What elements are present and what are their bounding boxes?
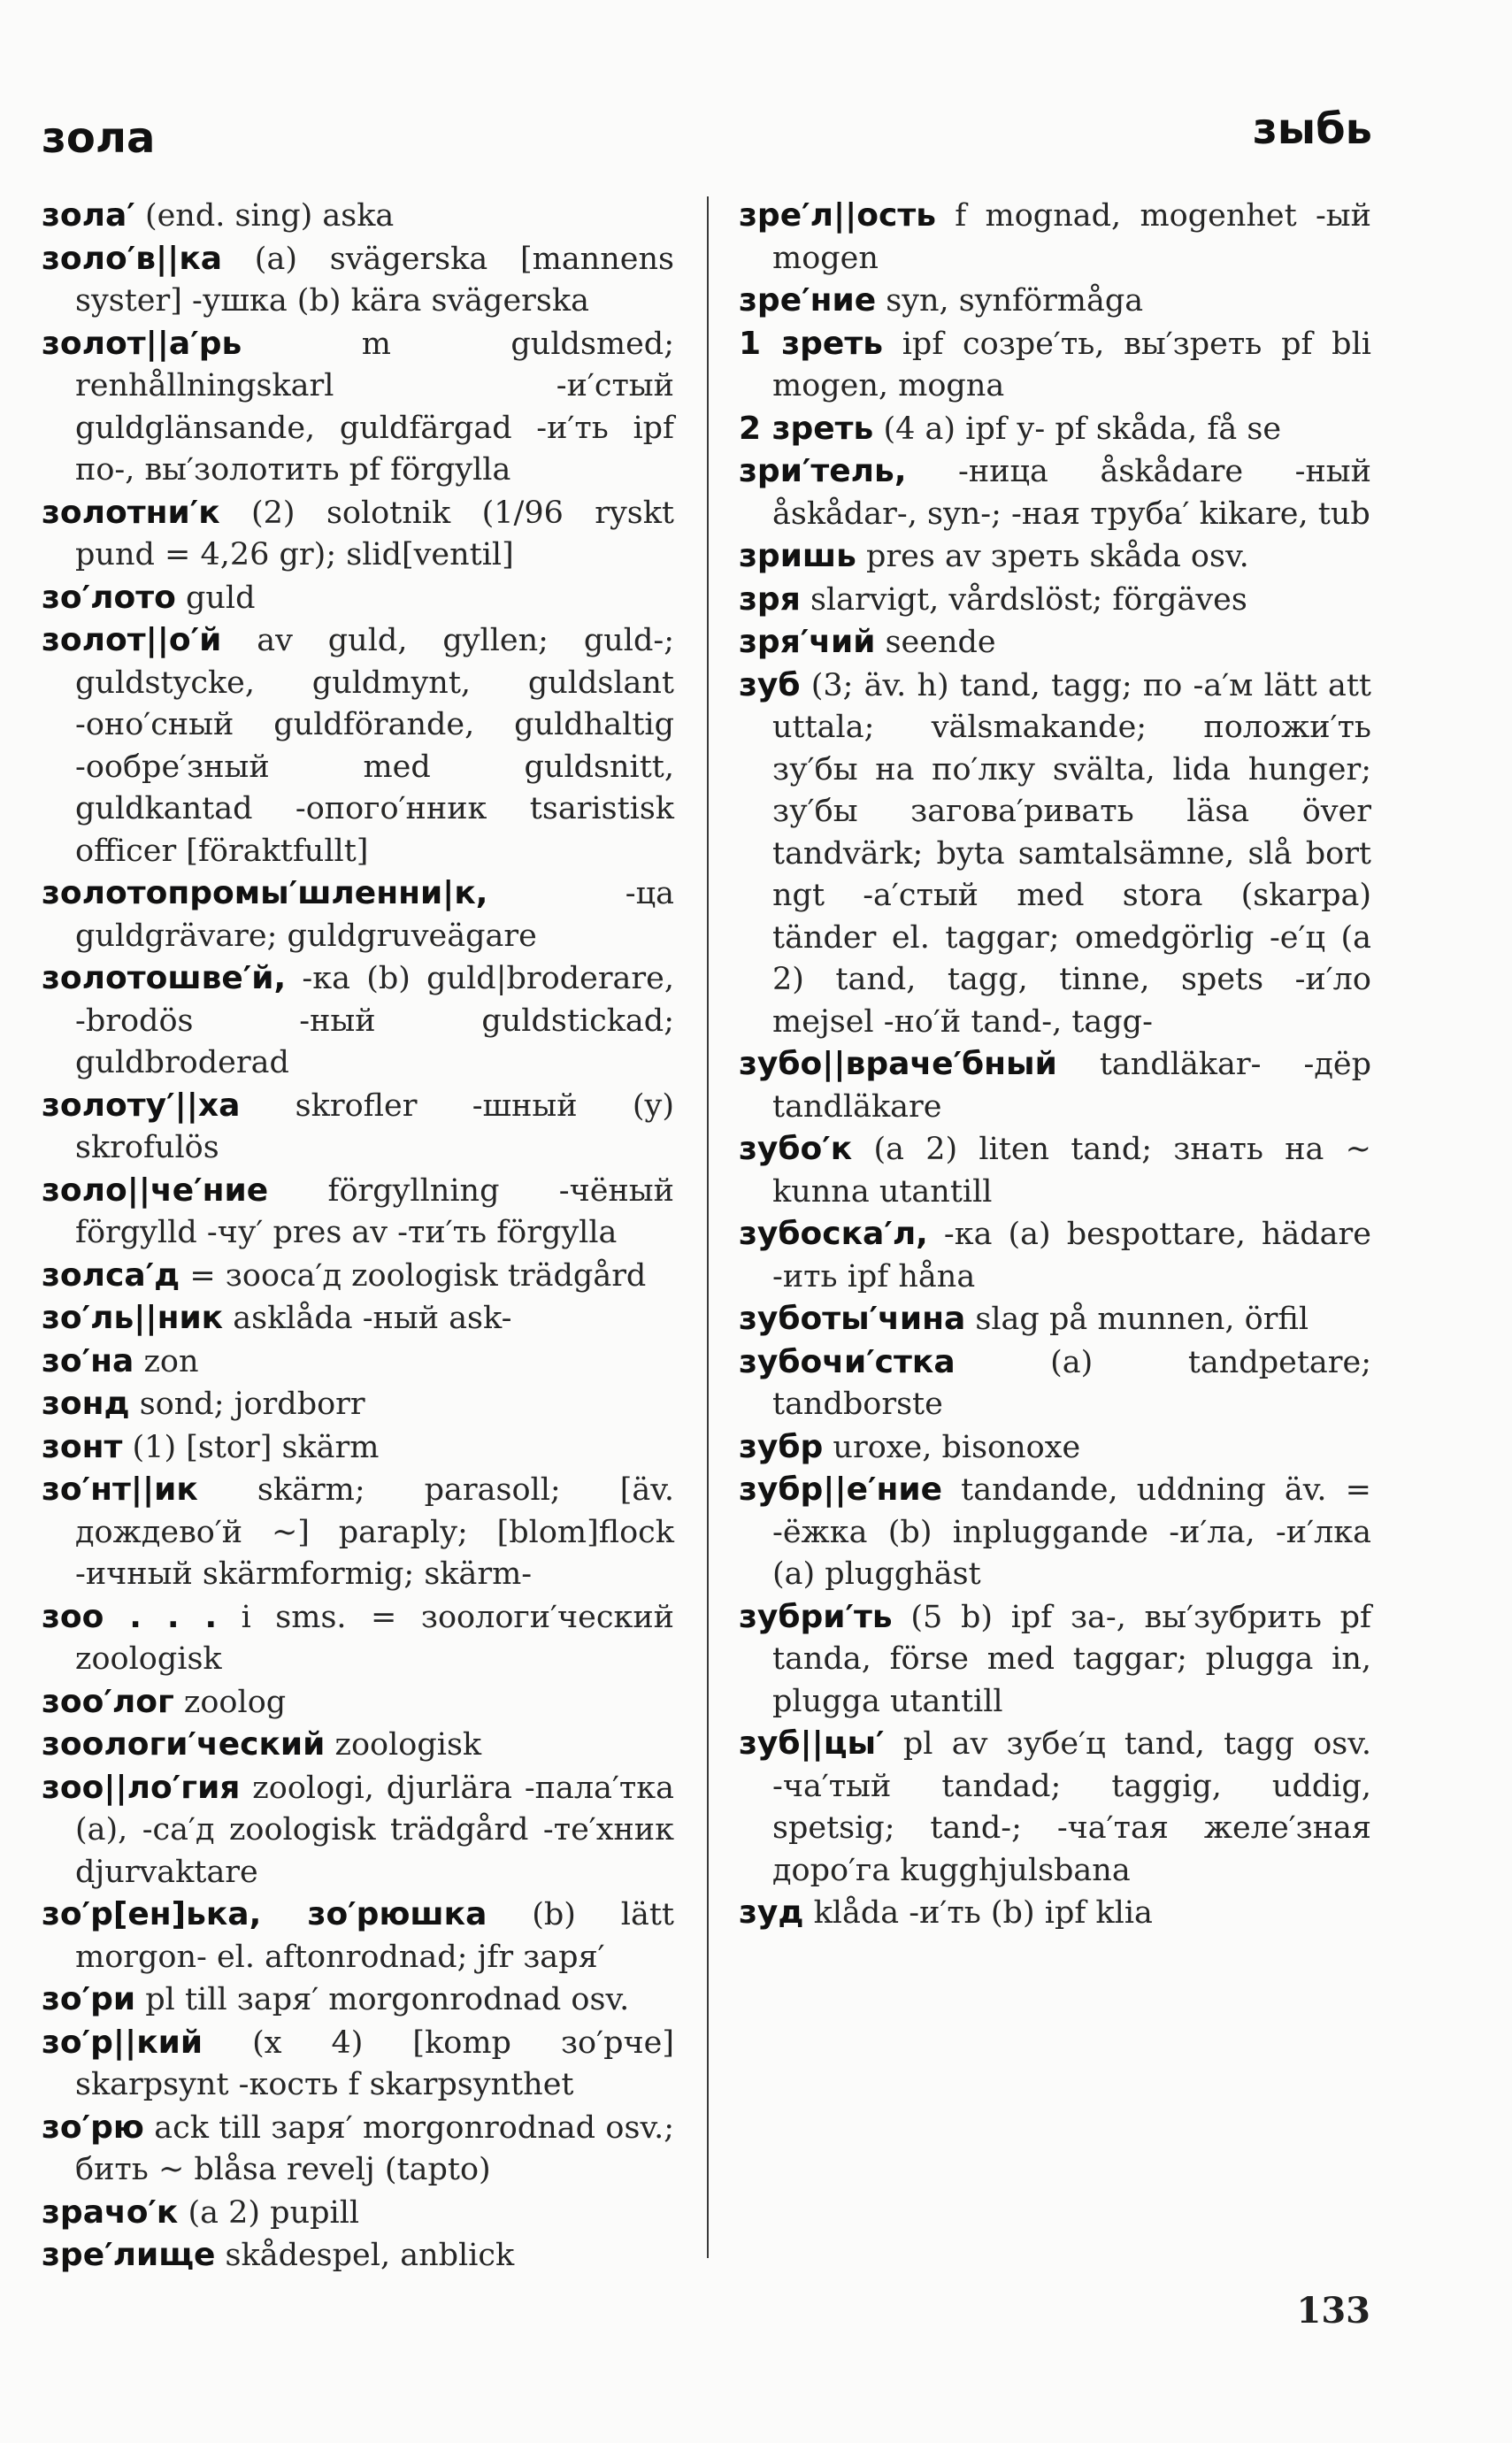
headword: зре′л||ость [739, 197, 936, 234]
dictionary-entry [739, 408, 1371, 451]
dictionary-entry [42, 195, 674, 238]
headword: золса′д [42, 1256, 180, 1294]
running-head-left: зола [42, 113, 156, 163]
dictionary-entry [42, 1469, 674, 1596]
entry-text: skrofler -шный (y) skrofulös [75, 1087, 674, 1165]
dictionary-entry [739, 1213, 1371, 1298]
dictionary-entry [739, 579, 1371, 622]
headword: 2 зреть [739, 410, 874, 447]
dictionary-entry [42, 1767, 674, 1894]
dictionary-entry [42, 1724, 674, 1767]
dictionary-entry [42, 2192, 674, 2235]
running-head-right: зыбь [1252, 104, 1372, 154]
entry-text: (5 b) ipf за-, вы′зубрить pf tanda, förse med taggar; plugga in, plugga utantill [772, 1599, 1371, 1719]
dictionary-entry [42, 957, 674, 1085]
headword: золоту′||ха [42, 1087, 241, 1124]
headword: зоо′лог [42, 1683, 174, 1720]
dictionary-entry [739, 1596, 1371, 1724]
dictionary-entry [42, 1170, 674, 1255]
entry-text: förgyllning -чёный förgylld -чу′ pres av -ти′ть förgylla [75, 1172, 674, 1250]
dictionary-entry [739, 1341, 1371, 1426]
dictionary-entry [42, 577, 674, 620]
headword: зо′рю [42, 2109, 144, 2146]
entry-text: -ка (b) guld|broderare, -brodös -ный guldstickad; guldbroderad [75, 961, 674, 1080]
headword: зришь [739, 538, 856, 574]
headword: золо′в||ка [42, 240, 223, 277]
dictionary-entry [739, 1426, 1371, 1470]
dictionary-entry [739, 665, 1371, 1044]
dictionary-entry [739, 1043, 1371, 1128]
entry-text: seende [875, 625, 996, 660]
entry-text: -ка (a) bespottare, hädare -ить ipf håna [772, 1217, 1371, 1294]
dictionary-entry [739, 1128, 1371, 1213]
entry-text: guld [175, 580, 256, 616]
entry-text: skådespel, anblick [215, 2238, 515, 2273]
entry-text: pres av зреть skåda osv. [856, 539, 1249, 574]
entry-text: syn, synförmåga [876, 283, 1144, 319]
entry-text: zon [134, 1343, 199, 1379]
dictionary-entry [739, 450, 1371, 535]
left-column [42, 195, 674, 2278]
entry-text: zoologi, djurlära -пала′тка (a), -са′д zoologisk trädgård -те′хник djurvaktare [75, 1770, 674, 1890]
headword: зре′ние [739, 282, 877, 319]
entry-text: (4 a) ipf у- pf skåda, få se [873, 411, 1282, 447]
dictionary-entry [739, 323, 1371, 408]
entry-text: (2) solotnik (1/96 ryskt pund = 4,26 gr); slid[ventil] [75, 495, 674, 572]
right-column [739, 195, 1371, 1935]
headword: зо′ль||ник [42, 1300, 224, 1336]
headword: зуд [739, 1894, 804, 1931]
entry-text: f mognad, mogenhet -ый mogen [772, 198, 1371, 276]
entry-text: skärm; parasoll; [äv. дождево′й ~] paraply; [blom]flock -ичный skärmformig; skärm- [75, 1472, 674, 1592]
dictionary-entry [42, 238, 674, 323]
headword: зуботы′чина [739, 1301, 966, 1337]
dictionary-entry [42, 1383, 674, 1426]
headword: зуб||цы′ [739, 1725, 885, 1762]
dictionary-entry [42, 1341, 674, 1384]
dictionary-entry [739, 1892, 1371, 1935]
entry-text: (1) [stor] skärm [122, 1429, 380, 1465]
headword: зри′тель, [739, 453, 907, 489]
entry-text: slag på munnen, örfil [965, 1302, 1309, 1337]
dictionary-entry [739, 535, 1371, 579]
entry-text: = зооса′д zoologisk trädgård [180, 1257, 647, 1294]
entry-text: (a) svägerska [mannens syster] -ушка (b) kära svägerska [75, 241, 674, 319]
headword: зре′лище [42, 2237, 216, 2273]
entry-text: (b) lätt morgon- el. aftonrodnad; jfr заря′ [75, 1897, 674, 1975]
headword: зонд [42, 1386, 130, 1422]
dictionary-entry [42, 1426, 674, 1470]
dictionary-entry [42, 1596, 674, 1681]
dictionary-entry [42, 2234, 674, 2278]
headword: 1 зреть [739, 325, 883, 362]
headword: золотни′к [42, 494, 220, 531]
headword: зря′чий [739, 624, 876, 660]
entry-text: -ца guldgrävare; guldgruveägare [75, 876, 674, 954]
entry-text: pl av зубе′ц tand, tagg osv. -ча′тый tandad; taggig, uddig, spetsig; tand-; -ча′тая желе′зная доро′га kugghjulsbana [772, 1726, 1371, 1888]
entry-text: av guld, gyllen; guld-; guldstycke, guldmynt, guldslant -оно′сный guldförande, guldhaltig -ообре′зный med guldsnitt, guldkantad -опого′нник tsaristisk officer [föraktfullt] [75, 623, 674, 869]
headword: зоо . . . [42, 1598, 218, 1635]
entry-text: (a 2) pupill [178, 2194, 360, 2231]
dictionary-entry [42, 492, 674, 577]
headword: зря [739, 580, 801, 618]
headword: зуб [739, 666, 801, 703]
headword: зрачо′к [42, 2193, 179, 2231]
dictionary-entry [739, 1469, 1371, 1596]
entry-text: asklåda -ный ask- [223, 1301, 512, 1336]
page-number: 133 [1296, 2290, 1370, 2332]
headword: зо′р||кий [42, 2024, 203, 2061]
dictionary-entry [42, 872, 674, 957]
dictionary-entry [739, 621, 1371, 665]
headword: зонт [42, 1428, 123, 1465]
dictionary-entry [42, 1978, 674, 2022]
headword: золот||а′рь [42, 325, 242, 362]
entry-text: tandläkar- -дёр tandläkare [772, 1047, 1371, 1125]
entry-text: (a) tandpetare; tandborste [772, 1344, 1371, 1422]
dictionary-entry [42, 1085, 674, 1170]
headword: зубри′ть [739, 1598, 893, 1635]
entry-text: zoologisk [325, 1727, 482, 1763]
entry-text: ipf созре′ть, вы′зреть pf bli mogen, mogna [772, 326, 1371, 403]
dictionary-entry [739, 280, 1371, 323]
headword: золотошве′й, [42, 960, 287, 996]
entry-text: tandande, uddning äv. = -ёжка (b) inpluggande -и′ла, -и′лка (a) plugghäst [772, 1472, 1371, 1592]
entry-text: klåda -и′ть (b) ipf klia [803, 1895, 1153, 1931]
headword: зубочи′стка [739, 1343, 956, 1380]
entry-text: slarvigt, vårdslöst; förgäves [800, 581, 1247, 618]
headword: золотопромы′шленни|к, [42, 875, 488, 911]
headword: зо′р[ен]ька, зо′рюшка [42, 1896, 487, 1932]
column-divider [707, 196, 709, 2258]
headword: зубоска′л, [739, 1216, 928, 1252]
headword: зо′на [42, 1342, 134, 1379]
dictionary-entry [42, 2022, 674, 2107]
headword: зубо′к [739, 1131, 853, 1167]
dictionary-entry [42, 2107, 674, 2192]
dictionary-entry [739, 1723, 1371, 1892]
headword: зубо||враче′бный [739, 1046, 1057, 1082]
headword: золо||че′ние [42, 1172, 269, 1209]
entry-text: -ница åskådare -ный åskådar-, syn-; -ная труба′ kikare, tub [772, 454, 1371, 532]
dictionary-entry [42, 1255, 674, 1298]
entry-text: (3; äv. h) tand, tagg; по -а′м lätt att uttala; välsmakande; положи′ть зу′бы на по′лку svälta, lida hunger; зу′бы загова′ривать läsa över tandvärk; byta samtalsämne, slå bort ngt -а′стый med stora (skarpa) tänder el. taggar; omedgörlig -е′ц (a 2) tand, tagg, tinne, spets -и′ло mejsel -но′й tand-, tagg- [772, 667, 1371, 1040]
entry-text: zoolog [173, 1684, 287, 1720]
entry-text: (end. sing) aska [134, 198, 395, 234]
entry-text: i sms. = зоологи′ческий zoologisk [75, 1599, 674, 1677]
dictionary-entry [739, 1298, 1371, 1341]
headword: зола′ [42, 197, 135, 234]
entry-text: (a 2) liten tand; знать на ~ kunna utantill [772, 1132, 1371, 1210]
headword: зо′лото [42, 579, 176, 616]
headword: зоологи′ческий [42, 1726, 326, 1763]
dictionary-entry [42, 1894, 674, 1978]
dictionary-entry [42, 1681, 674, 1725]
headword: зо′нт||ик [42, 1471, 198, 1508]
entry-text: sond; jordborr [129, 1387, 365, 1422]
headword: золот||о′й [42, 622, 222, 658]
dictionary-entry [42, 619, 674, 872]
entry-text: ack till заря′ morgonrodnad osv.; бить ~ blåsa revelj (tapto) [75, 2109, 674, 2187]
headword: зоо||ло′гия [42, 1769, 241, 1806]
headword: зубр||е′ние [739, 1471, 943, 1508]
entry-text: uroxe, bisonoxe [823, 1429, 1081, 1465]
headword: зубр [739, 1428, 824, 1465]
dictionary-entry [42, 1297, 674, 1341]
headword: зо′ри [42, 1981, 136, 2017]
entry-text: (x 4) [komp зо′рче] skarpsynt -кость f skarpsynthet [75, 2024, 674, 2102]
entry-text: m guldsmed; renhållningskarl -и′стый guldglänsande, guldfärgad -и′ть ipf по-, вы′золотить pf förgylla [75, 326, 674, 488]
dictionary-entry [42, 323, 674, 492]
entry-text: pl till заря′ morgonrodnad osv. [135, 1982, 630, 2017]
dictionary-entry [739, 195, 1371, 280]
